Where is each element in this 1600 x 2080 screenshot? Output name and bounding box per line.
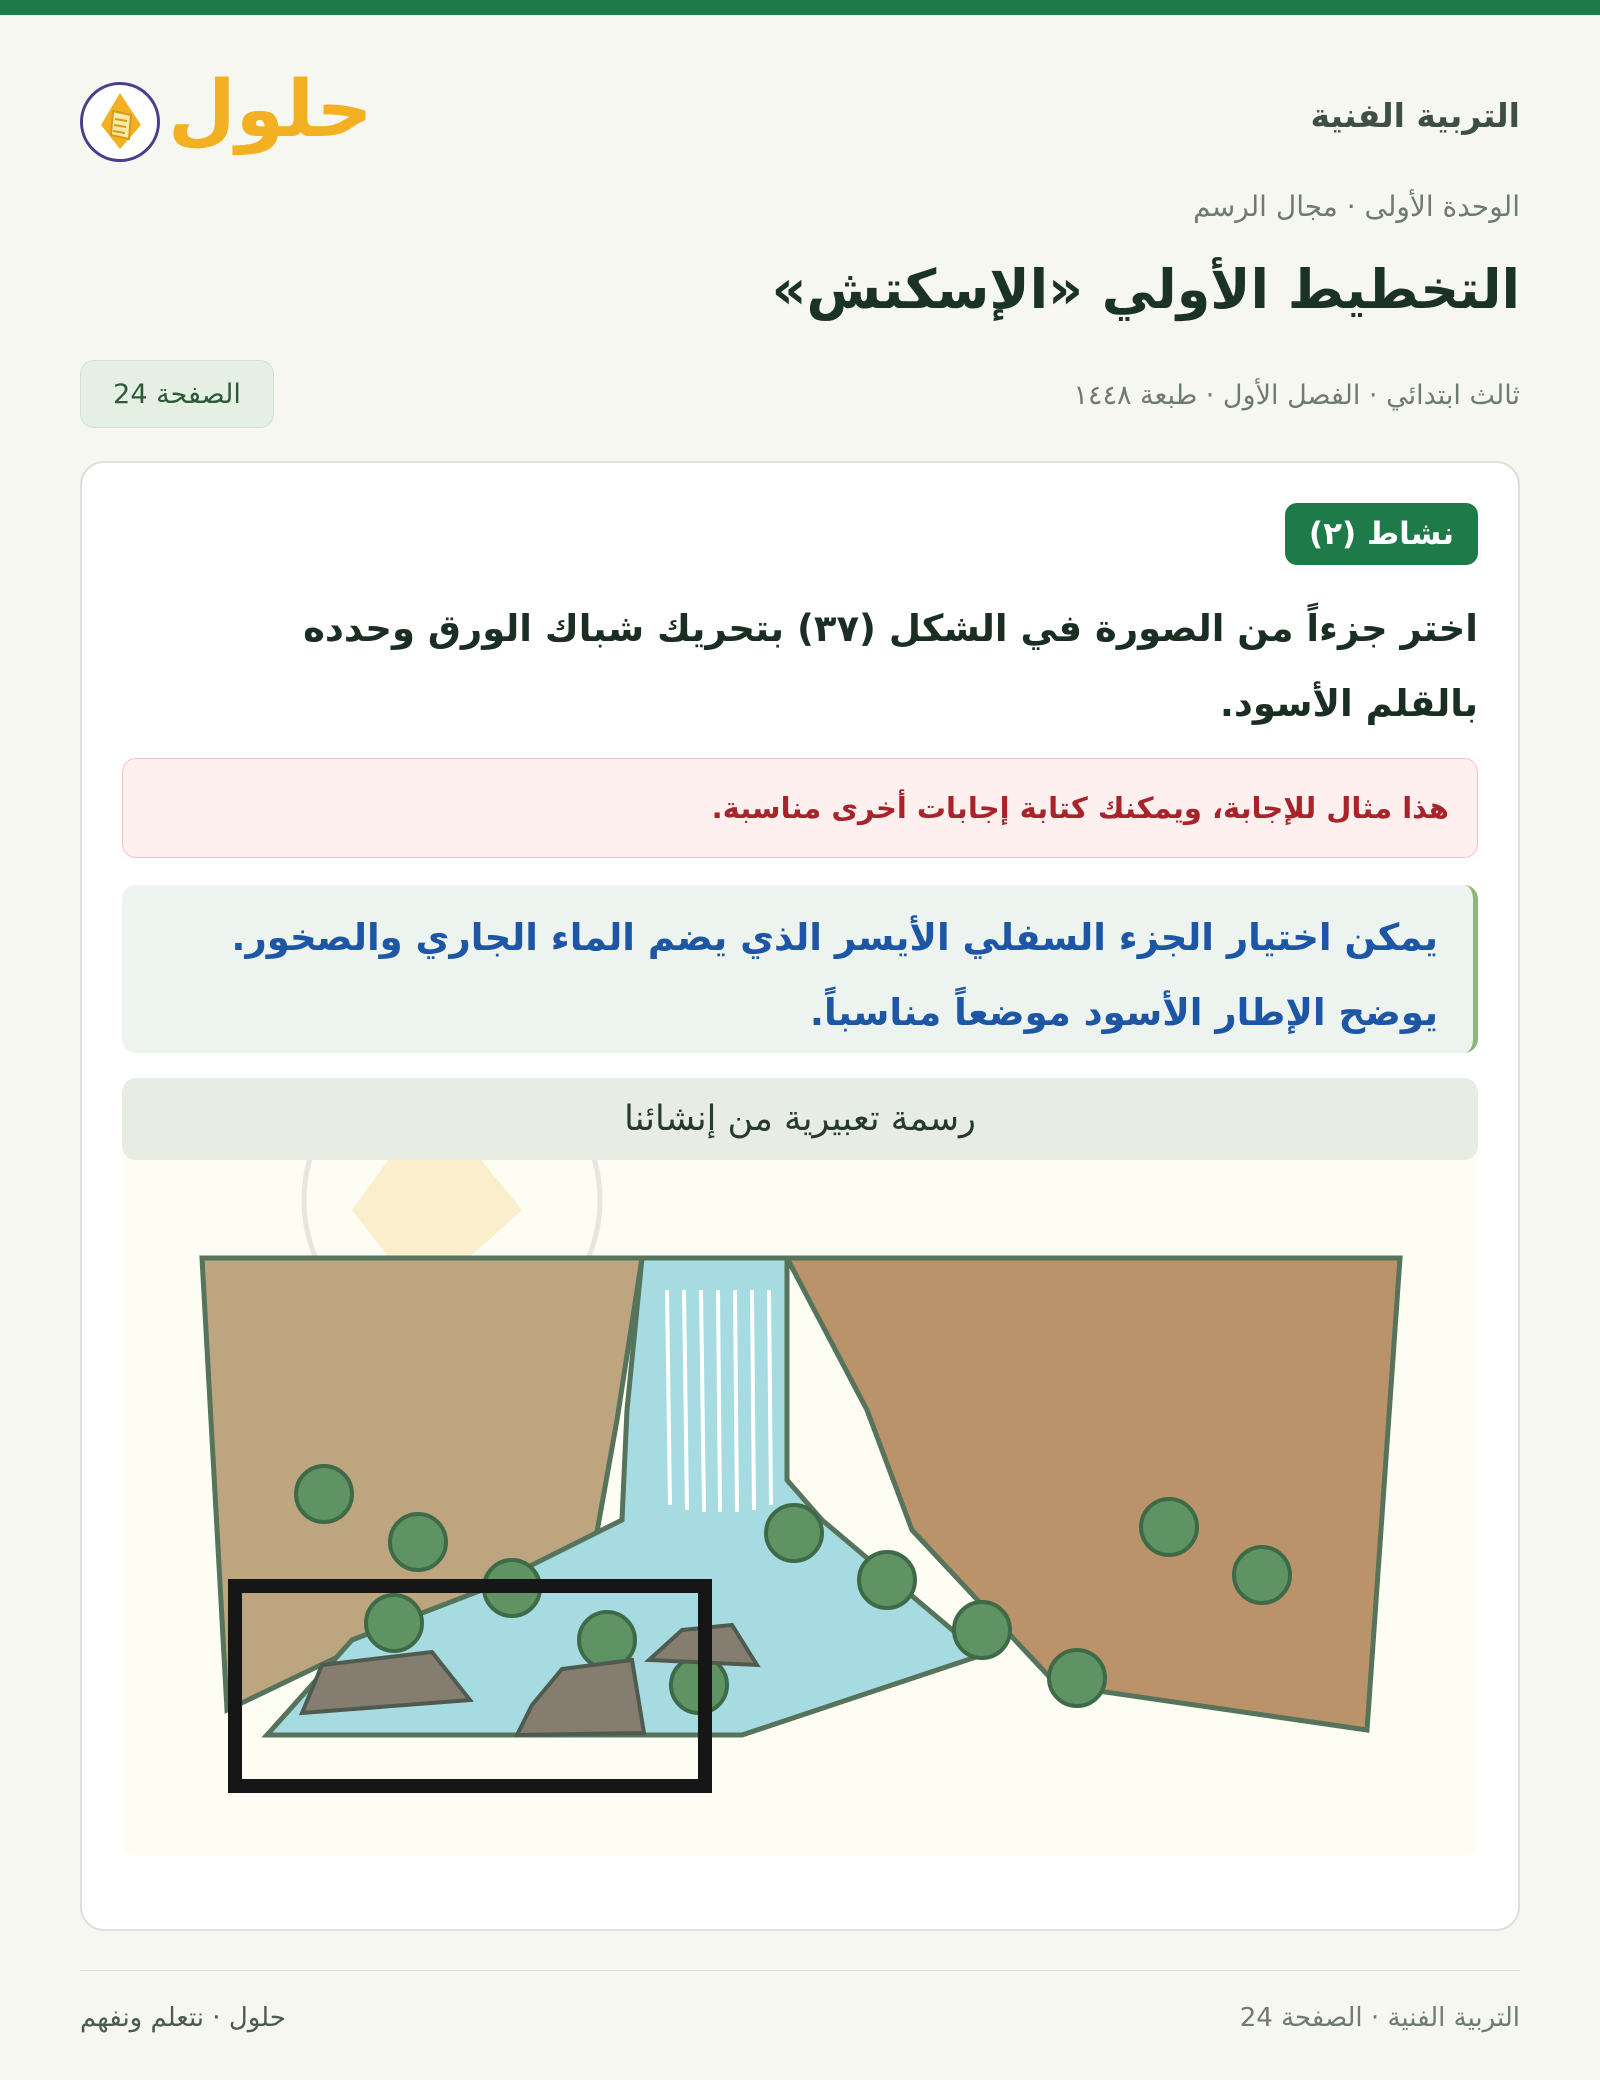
book-icon (80, 82, 160, 162)
tree (859, 1552, 915, 1608)
sketch-figure (122, 1078, 1478, 1856)
tree (766, 1505, 822, 1561)
footer-subject-page: التربية الفنية · الصفحة 24 (1239, 2003, 1520, 2033)
footer-brand: حلول · نتعلم ونفهم (80, 2003, 286, 2033)
tree (1234, 1547, 1290, 1603)
activity-card (80, 461, 1520, 1931)
figure-caption: رسمة تعبيرية من إنشائنا (122, 1078, 1478, 1160)
top-accent-bar (0, 0, 1600, 15)
tree (390, 1514, 446, 1570)
logo-wordmark: حلول (168, 65, 373, 155)
tree (1049, 1650, 1105, 1706)
lesson-title: التخطيط الأولي «الإسكتش» (771, 258, 1520, 321)
activity-question: اختر جزءاً من الصورة في الشكل (٣٧) بتحريك شباك الورق وحدده بالقلم الأسود. (303, 607, 1478, 725)
footer-divider (80, 1970, 1520, 1971)
unit-breadcrumb: الوحدة الأولى · مجال الرسم (1193, 190, 1520, 223)
tree (954, 1602, 1010, 1658)
answer-text: يمكن اختيار الجزء السفلي الأيسر الذي يضم الماء الجاري والصخور. يوضح الإطار الأسود موضعاً مناسباً. (122, 885, 1478, 1053)
subject-title: التربية الفنية (1310, 96, 1520, 135)
activity-label: نشاط (٢) (1285, 503, 1478, 565)
tree (1141, 1499, 1197, 1555)
brand-logo[interactable] (80, 60, 373, 170)
page-header (80, 60, 1520, 180)
lesson-meta: ثالث ابتدائي · الفصل الأول · طبعة ١٤٤٨ (1073, 380, 1520, 411)
tree (366, 1595, 422, 1651)
tree (296, 1466, 352, 1522)
answer-note: هذا مثال للإجابة، ويمكنك كتابة إجابات أخرى مناسبة. (122, 758, 1478, 858)
page-number-badge: الصفحة 24 (80, 360, 274, 428)
waterfall-drawing (122, 1160, 1478, 1856)
